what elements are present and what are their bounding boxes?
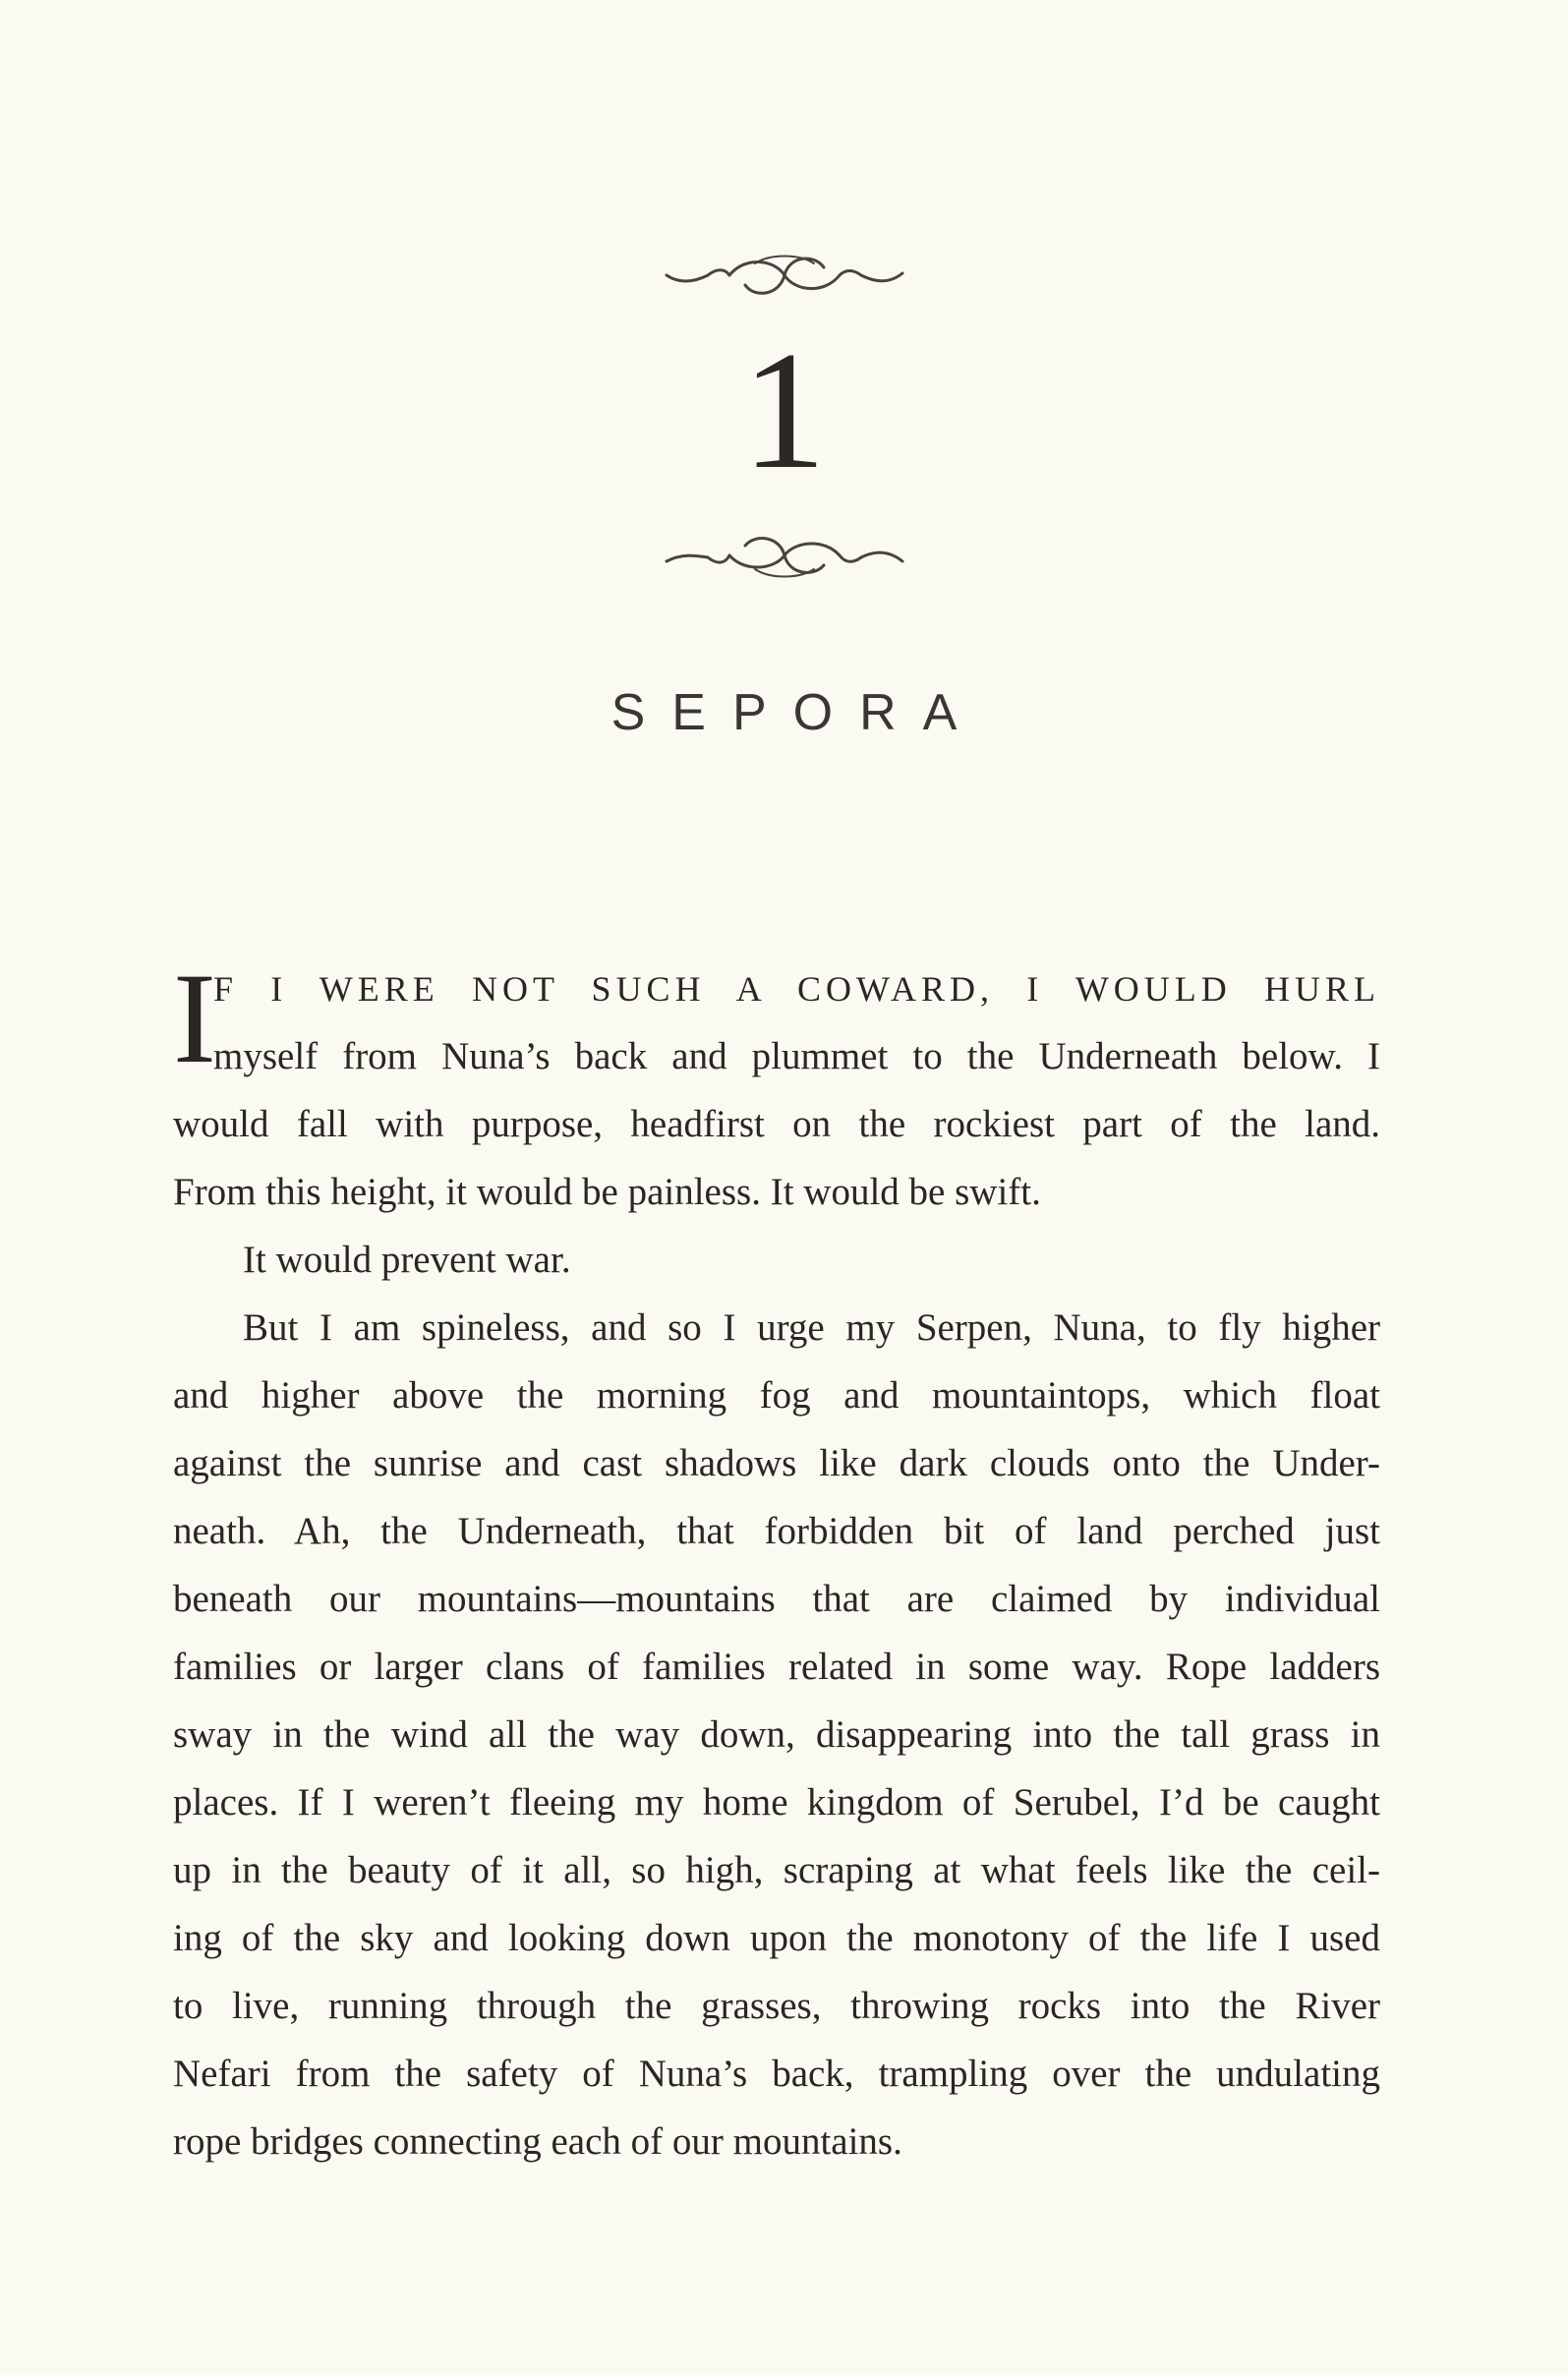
text-line: sway in the wind all the way down, disappearing into the tall grass in bbox=[173, 1713, 1380, 1756]
top-flourish-ornament bbox=[0, 246, 1568, 305]
text-line: Nefari from the safety of Nuna’s back, trampling over the undulating bbox=[173, 2053, 1380, 2095]
text-line: families or larger clans of families related in some way. Rope ladders bbox=[173, 1646, 1380, 1688]
flourish-icon bbox=[657, 526, 912, 585]
chapter-number: 1 bbox=[741, 318, 827, 504]
text-line: From this height, it would be painless. It would be swift. bbox=[173, 1171, 1041, 1213]
text-line: neath. Ah, the Underneath, that forbidden bit of land perched just bbox=[173, 1510, 1380, 1552]
text-line: to live, running through the grasses, throwing rocks into the River bbox=[173, 1985, 1380, 2027]
text-line: up in the beauty of it all, so high, scraping at what feels like the ceil- bbox=[173, 1849, 1380, 1891]
chapter-body-text bbox=[173, 946, 1380, 2175]
bottom-flourish-ornament bbox=[0, 526, 1568, 585]
text-line: beneath our mountains—mountains that are claimed by individual bbox=[173, 1578, 1380, 1620]
text-line: would fall with purpose, headfirst on the rockiest part of the land. bbox=[173, 1103, 1380, 1145]
chapter-title: SEPORA bbox=[610, 684, 984, 741]
text-line: But I am spineless, and so I urge my Serpen, Nuna, to fly higher bbox=[243, 1306, 1380, 1349]
text-line: places. If I weren’t fleeing my home kingdom of Serubel, I’d be caught bbox=[173, 1781, 1380, 1824]
drop-cap: I bbox=[173, 946, 216, 1090]
flourish-icon bbox=[657, 246, 912, 305]
text-line: against the sunrise and cast shadows like dark clouds onto the Under- bbox=[173, 1442, 1380, 1484]
text-line: and higher above the morning fog and mountaintops, which float bbox=[173, 1374, 1380, 1417]
text-line: rope bridges connecting each of our mountains. bbox=[173, 2120, 902, 2163]
opening-small-caps: F I WERE NOT SUCH A COWARD, I WOULD HURL bbox=[213, 969, 1380, 1009]
text-line: myself from Nuna’s back and plummet to the Underneath below. I bbox=[213, 1035, 1380, 1077]
text-line: It would prevent war. bbox=[243, 1239, 571, 1281]
text-line: ing of the sky and looking down upon the monotony of the life I used bbox=[173, 1917, 1380, 1959]
